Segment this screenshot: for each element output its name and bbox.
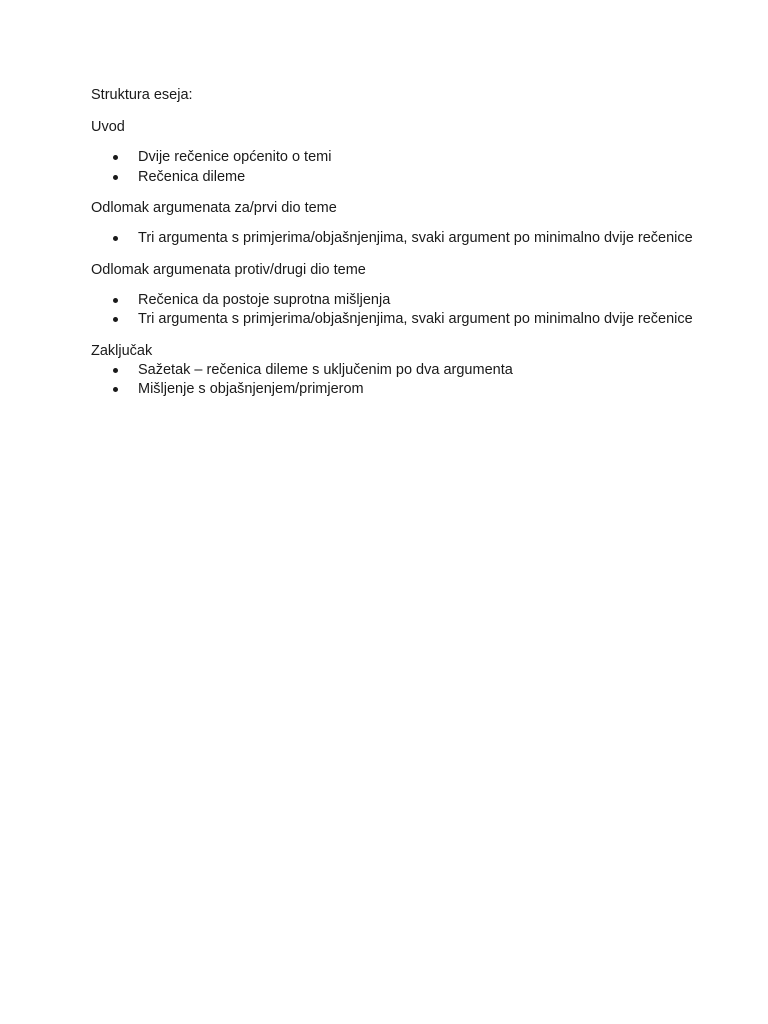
section-heading-protiv: Odlomak argumenata protiv/drugi dio teme — [91, 261, 366, 278]
section-heading-uvod: Uvod — [91, 119, 125, 135]
document-title: Struktura eseja: — [91, 87, 193, 103]
bullet-icon — [113, 236, 118, 241]
list-item — [91, 229, 698, 249]
bullet-list-zakljucak — [91, 361, 691, 400]
list-item — [91, 380, 698, 400]
bullet-list-za — [91, 229, 691, 249]
list-item-text: Tri argumenta s primjerima/objašnjenjima, svaki argument po minimalno dvije rečenice — [138, 230, 693, 246]
bullet-icon — [113, 317, 118, 322]
bullet-icon — [113, 298, 118, 303]
list-item-text: Dvije rečenice općenito o temi — [138, 149, 332, 165]
section-heading-za: Odlomak argumenata za/prvi dio teme — [91, 200, 337, 216]
list-item — [91, 168, 698, 188]
bullet-icon — [113, 155, 118, 160]
list-item-text: Mišljenje s objašnjenjem/primjerom — [138, 381, 364, 397]
list-item — [91, 310, 698, 330]
list-item — [91, 291, 698, 311]
list-item — [91, 148, 698, 168]
list-item-text: Rečenica dileme — [138, 168, 246, 185]
bullet-list-uvod — [91, 148, 691, 187]
list-item-text: Sažetak – rečenica dileme s uključenim po dva argumenta — [138, 361, 513, 378]
bullet-list-protiv — [91, 291, 691, 330]
section-heading-zakljucak: Zaključak — [91, 342, 153, 359]
list-item-text: Tri argumenta s primjerima/objašnjenjima, svaki argument po minimalno dvije rečenice — [138, 311, 693, 327]
document-page — [91, 86, 691, 400]
list-item-text: Rečenica da postoje suprotna mišljenja — [138, 291, 391, 308]
bullet-icon — [113, 175, 118, 180]
bullet-icon — [113, 387, 118, 392]
list-item — [91, 361, 698, 381]
bullet-icon — [113, 368, 118, 373]
